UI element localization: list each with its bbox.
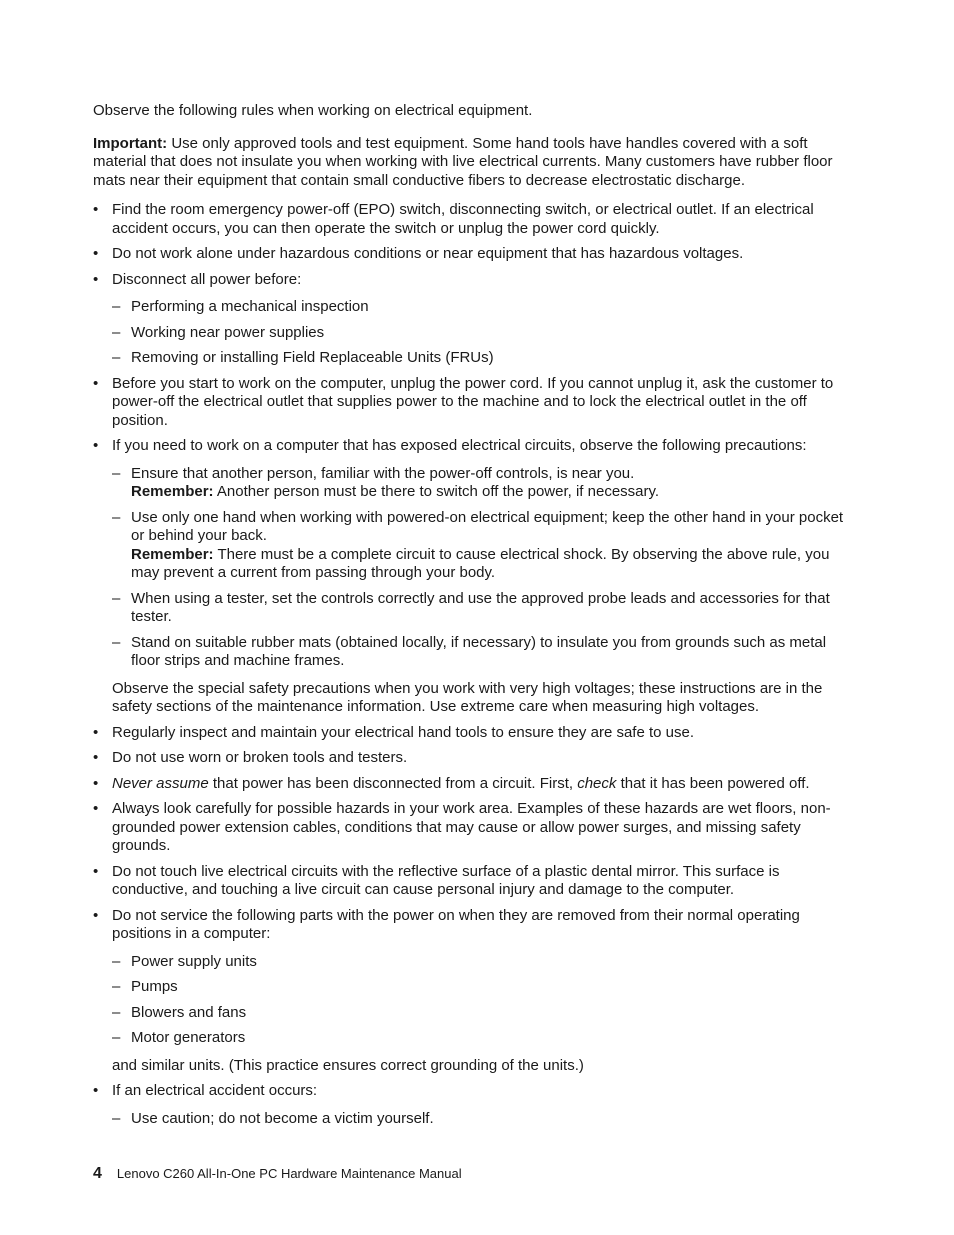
bullet-mark: •: [93, 800, 99, 817]
list-item-text: Do not service the following parts with the power on when they are removed from their normal operating positions in a computer:: [112, 906, 800, 942]
bullet-mark: •: [93, 201, 99, 218]
list-item-text: Always look carefully for possible hazards in your work area. Examples of these hazards are wet floors, non-grounded power extension cables, conditions that may cause or allow power surges, and missing safety grounds.: [112, 800, 831, 854]
dash-mark: –: [112, 633, 121, 651]
bullet-mark: •: [93, 749, 99, 766]
sub-list-item: [112, 953, 845, 972]
sub-list-item-text: Use only one hand when working with powered-on electrical equipment; keep the other hand in your pocket or behind your back.: [131, 508, 844, 544]
list-item-text: Do not touch live electrical circuits with the reflective surface of a plastic dental mirror. This surface is conductive, and touching a live circuit can cause personal injury and damage to the computer.: [112, 862, 780, 898]
sub-list-item-text: Pumps: [131, 978, 178, 995]
sub-list-item: [112, 590, 845, 627]
sub-list-item: [112, 1110, 845, 1129]
bullet-mark: •: [93, 245, 99, 262]
list-item-text: If an electrical accident occurs:: [112, 1082, 318, 1099]
list-item-text: that it has been powered off.: [616, 774, 810, 792]
list-item-text: Before you start to work on the computer, unplug the power cord. If you cannot unplug it, ask the customer to power-off the electrical outlet that supplies power to the machine and to lock the electrical outlet in the off position.: [112, 374, 834, 429]
dash-mark: –: [112, 952, 121, 970]
list-item: [93, 907, 845, 1076]
sub-list-item: [112, 298, 845, 317]
sub-list-item-text: Performing a mechanical inspection: [131, 298, 369, 315]
dash-mark: –: [112, 1029, 121, 1046]
intro-paragraph: Observe the following rules when working on electrical equipment.: [93, 102, 533, 119]
dash-mark: –: [112, 349, 121, 366]
list-item: [93, 245, 845, 264]
similar-units-note: and similar units. (This practice ensures correct grounding of the units.): [112, 1056, 584, 1074]
sub-list-item-text: Removing or installing Field Replaceable Units (FRUs): [131, 349, 494, 366]
dash-mark: –: [112, 298, 121, 315]
sub-list: [112, 1110, 845, 1129]
sub-list-item: [112, 1029, 845, 1048]
page-footer: [93, 1165, 462, 1183]
bullet-mark: •: [93, 270, 99, 288]
bullet-mark: •: [93, 906, 99, 924]
list-item: [93, 375, 845, 431]
dash-mark: –: [112, 1003, 121, 1021]
sub-list-item-text: Blowers and fans: [131, 1003, 247, 1021]
sub-list-item-text: Use caution; do not become a victim yourself.: [131, 1109, 434, 1127]
list-item-text: Regularly inspect and maintain your electrical hand tools to ensure they are safe to use.: [112, 723, 694, 741]
list-item-text: Do not use worn or broken tools and testers.: [112, 749, 408, 766]
bullet-mark: •: [93, 374, 99, 392]
dash-mark: –: [112, 464, 121, 482]
bullet-mark: •: [93, 774, 99, 792]
remember-text: Another person must be there to switch off the power, if necessary.: [216, 483, 660, 500]
safety-rules-list: [93, 201, 845, 1128]
list-item-text: If you need to work on a computer that has exposed electrical circuits, observe the following precautions:: [112, 437, 807, 454]
list-item: [93, 775, 845, 794]
page-number: 4: [93, 1165, 102, 1182]
sub-list: [112, 953, 845, 1048]
sub-list-item: [112, 509, 845, 583]
bullet-mark: •: [93, 437, 99, 454]
dash-mark: –: [112, 508, 121, 526]
sub-list-item: [112, 1004, 845, 1023]
dash-mark: –: [112, 978, 121, 995]
emphasis-never-assume: Never assume: [112, 774, 209, 792]
list-item: [93, 437, 845, 717]
bullet-mark: •: [93, 1082, 99, 1099]
important-paragraph: [93, 135, 845, 191]
emphasis-check: check: [577, 774, 617, 792]
important-label: Important:: [93, 134, 168, 152]
list-item-text: Disconnect all power before:: [112, 270, 302, 288]
list-item: [93, 1082, 845, 1128]
manual-title: Lenovo C260 All-In-One PC Hardware Maintenance Manual: [116, 1166, 462, 1181]
high-voltage-note: Observe the special safety precautions when you work with very high voltages; these instructions are in the safety sections of the maintenance information. Use extreme care when measuring high voltages.: [112, 679, 823, 715]
sub-list-item-text: Motor generators: [131, 1029, 246, 1046]
list-item: [93, 749, 845, 768]
sub-list-item-text: Working near power supplies: [131, 323, 325, 341]
dash-mark: –: [112, 1109, 121, 1127]
remember-text: There must be a complete circuit to cause electrical shock. By observing the above rule, you may prevent a current from passing through your body.: [131, 545, 830, 581]
sub-list-item-text: Power supply units: [131, 952, 257, 970]
dash-mark: –: [112, 323, 121, 341]
sub-list: [112, 465, 845, 671]
list-item: [93, 863, 845, 900]
page-body: [93, 102, 845, 1135]
list-item-text: that power has been disconnected from a circuit. First,: [208, 774, 578, 792]
sub-list-item-text: Stand on suitable rubber mats (obtained locally, if necessary) to insulate you from grounds such as metal floor strips and machine frames.: [131, 633, 827, 669]
sub-list-item-text: When using a tester, set the controls correctly and use the approved probe leads and accessories for that tester.: [131, 589, 830, 625]
remember-label: Remember:: [131, 483, 214, 500]
sub-list-item: [112, 349, 845, 368]
list-item-text: Do not work alone under hazardous conditions or near equipment that has hazardous voltages.: [112, 245, 744, 262]
bullet-mark: •: [93, 723, 99, 741]
sub-list: [112, 298, 845, 368]
dash-mark: –: [112, 589, 121, 607]
sub-list-item: [112, 465, 845, 502]
sub-list-item: [112, 634, 845, 671]
list-item: [93, 724, 845, 743]
list-item-text: Find the room emergency power-off (EPO) switch, disconnecting switch, or electrical outlet. If an electrical accident occurs, you can then operate the switch or unplug the power cord quickly.: [112, 201, 814, 237]
sub-list-item: [112, 978, 845, 997]
important-text: Use only approved tools and test equipment. Some hand tools have handles covered with a soft material that does not insulate you when working with live electrical currents. Many customers have rubber floor mats near their equipment that contain small conductive fibers to decrease electrostatic discharge.: [93, 134, 833, 189]
list-item: [93, 800, 845, 856]
remember-label: Remember:: [131, 545, 214, 563]
bullet-mark: •: [93, 862, 99, 880]
list-item: [93, 271, 845, 368]
sub-list-item: [112, 324, 845, 343]
sub-list-item-text: Ensure that another person, familiar with the power-off controls, is near you.: [131, 464, 635, 482]
list-item: [93, 201, 845, 238]
